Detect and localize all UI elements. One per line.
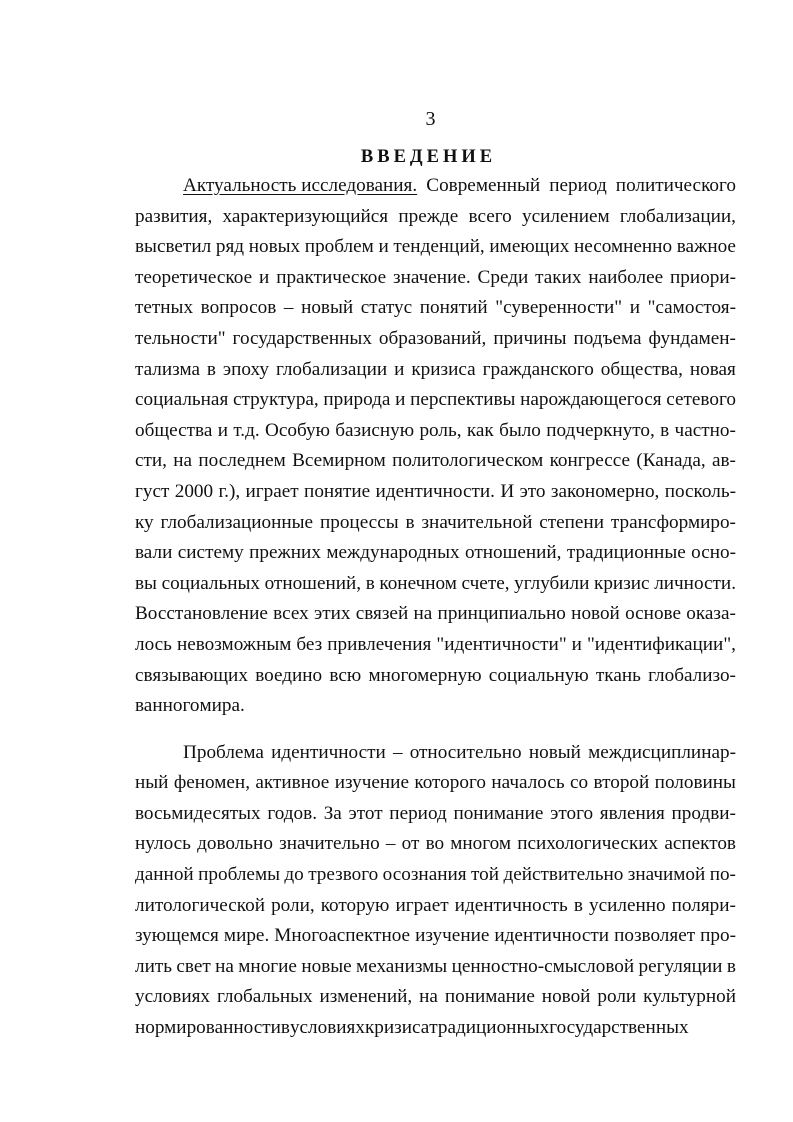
- paragraph-2: [135, 738, 736, 1044]
- text-line: литологической роли, которую играет идентичность в усиленно поляри-: [135, 894, 736, 916]
- text-line: тельности" государственных образований, причины подъема фундамен-: [135, 327, 736, 349]
- text-line: развития, характеризующийся прежде всего усилением глобализации,: [135, 205, 736, 227]
- lead-phrase: Актуальность исследования.: [183, 175, 418, 196]
- text-line: связывающих воедино всю многомерную социальную ткань глобализо-: [135, 664, 736, 686]
- text-line: вы социальных отношений, в конечном счете, углубили кризис личности.: [135, 572, 736, 594]
- text-line: зующемся мире. Многоаспектное изучение идентичности позволяет про-: [135, 925, 736, 947]
- text-line: условиях глобальных изменений, на понимание новой роли культурной: [135, 986, 736, 1008]
- text-line: общества и т.д. Особую базисную роль, как было подчеркнуто, в частно-: [135, 419, 736, 441]
- text-line: лить свет на многие новые механизмы ценностно-смысловой регуляции в: [135, 955, 736, 977]
- text-line: высветил ряд новых проблем и тенденций, имеющих несомненно важное: [135, 236, 736, 258]
- text-line: тализма в эпоху глобализации и кризиса гражданского общества, новая: [135, 358, 736, 380]
- text-line: сти, на последнем Всемирном политологическом конгрессе (Канада, ав-: [135, 450, 736, 472]
- text-line: нулось довольно значительно – от во многом психологических аспектов: [135, 833, 736, 855]
- text-line: лось невозможным без привлечения "идентичности" и "идентификации",: [135, 633, 736, 655]
- text-line: густ 2000 г.), играет понятие идентичности. И это закономерно, посколь-: [135, 480, 736, 502]
- text-line: ку глобализационные процессы в значительной степени трансформиро-: [135, 511, 736, 533]
- text-line: данной проблемы до трезвого осознания той действительно значимой по-: [135, 864, 736, 886]
- text-line: ный феномен, активное изучение которого началось со второй половины: [135, 772, 736, 794]
- body-text: [135, 171, 736, 1044]
- text-line: теоретическое и практическое значение. Среди таких наиболее приори-: [135, 266, 736, 288]
- text-line: тетных вопросов – новый статус понятий "суверенности" и "самостоя-: [135, 297, 736, 319]
- paragraph-1: [135, 171, 736, 722]
- text-line: нормированности в условиях кризиса традиционных государственных: [135, 1017, 689, 1039]
- text-line: восьмидесятых годов. За этот период понимание этого явления продви-: [135, 802, 736, 824]
- text-line: Восстановление всех этих связей на принципиально новой основе оказа-: [135, 603, 736, 625]
- page-number: 3: [425, 108, 436, 130]
- text-line: Актуальность исследования. Современный период политического: [135, 171, 736, 202]
- text-line: Проблема идентичности – относительно новый междисциплинар-: [183, 741, 736, 763]
- section-title: ВВЕДЕНИЕ: [360, 147, 497, 167]
- text-line: вали систему прежних международных отношений, традиционные осно-: [135, 542, 736, 564]
- text-line: социальная структура, природа и перспективы нарождающегося сетевого: [135, 389, 736, 411]
- text-line: ванного мира.: [135, 695, 245, 717]
